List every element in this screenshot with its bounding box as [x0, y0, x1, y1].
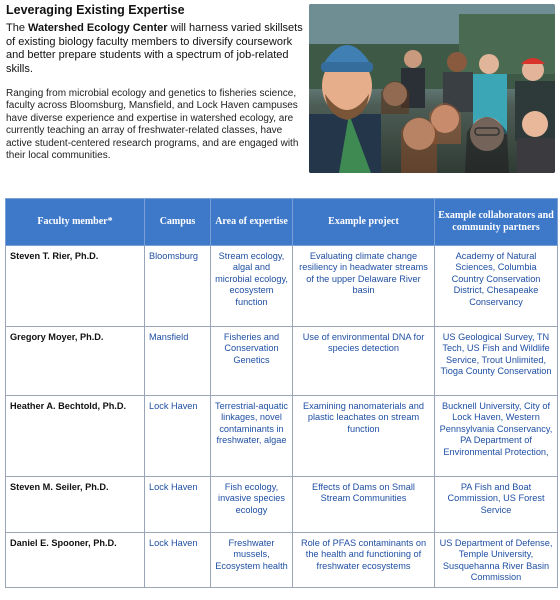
table-row — [6, 396, 558, 477]
partners-cell: Academy of Natural Sciences, Columbia Country Conservation District, Chesapeake Conservancy — [435, 246, 558, 327]
faculty-name: Heather A. Bechtold, Ph.D. — [6, 396, 145, 477]
table-row — [6, 477, 558, 533]
header-example-project: Example project — [293, 199, 435, 246]
expertise-paragraph: Ranging from microbial ecology and genetics to fisheries science, faculty across Bloomsburg, Mansfield, and Lock Haven campuses have diverse experience and expertise in watershed ecology, are currently teaching an array of freshwater-related classes, have active student-centered research programs, and are engaged with their local communities. — [6, 88, 299, 162]
header-area-of-expertise: Area of expertise — [211, 199, 293, 246]
faculty-table — [5, 198, 558, 588]
campus-cell: Lock Haven — [145, 396, 211, 477]
team-photo-illustration — [309, 4, 555, 173]
faculty-name: Daniel E. Spooner, Ph.D. — [6, 533, 145, 588]
campus-cell: Lock Haven — [145, 477, 211, 533]
expertise-cell: Terrestrial-aquatic linkages, novel contaminants in freshwater, algae — [211, 396, 293, 477]
team-photo — [309, 4, 555, 173]
expertise-cell: Fisheries and Conservation Genetics — [211, 327, 293, 396]
table-row — [6, 246, 558, 327]
project-cell: Examining nanomaterials and plastic leachates on stream function — [293, 396, 435, 477]
table-row — [6, 327, 558, 396]
table-row — [6, 533, 558, 588]
center-name: Watershed Ecology Center — [28, 22, 168, 34]
project-cell: Role of PFAS contaminants on the health and functioning of freshwater ecosystems — [293, 533, 435, 588]
expertise-cell: Stream ecology, algal and microbial ecology, ecosystem function — [211, 246, 293, 327]
project-cell: Effects of Dams on Small Stream Communities — [293, 477, 435, 533]
partners-cell: US Department of Defense, Temple University, Susquehanna River Basin Commission — [435, 533, 558, 588]
table-header-row — [6, 199, 558, 246]
partners-cell: Bucknell University, City of Lock Haven, Western Pennsylvania Conservancy, PA Department of Environmental Protection, — [435, 396, 558, 477]
intro-paragraph — [6, 22, 304, 76]
partners-cell: US Geological Survey, TN Tech, US Fish and Wildlife Service, Trout Unlimited, Tioga County Conservation — [435, 327, 558, 396]
campus-cell: Bloomsburg — [145, 246, 211, 327]
expertise-cell: Fish ecology, invasive species ecology — [211, 477, 293, 533]
campus-cell: Lock Haven — [145, 533, 211, 588]
header-campus: Campus — [145, 199, 211, 246]
campus-cell: Mansfield — [145, 327, 211, 396]
intro-text-start: The — [6, 22, 29, 34]
header-faculty-member: Faculty member* — [6, 199, 145, 246]
expertise-cell: Freshwater mussels, Ecosystem health — [211, 533, 293, 588]
project-cell: Evaluating climate change resiliency in headwater streams of the upper Delaware River basin — [293, 246, 435, 327]
faculty-name: Steven T. Rier, Ph.D. — [6, 246, 145, 327]
partners-cell: PA Fish and Boat Commission, US Forest Service — [435, 477, 558, 533]
header-collaborators: Example collaborators and community partners — [435, 199, 558, 246]
section-heading: Leveraging Existing Expertise — [6, 3, 185, 17]
intro-text-end: will harness varied skillsets of existing biology faculty members to diversify coursework and better prepare students with a spectrum of job-related skills. — [6, 22, 303, 75]
project-cell: Use of environmental DNA for species detection — [293, 327, 435, 396]
faculty-name: Gregory Moyer, Ph.D. — [6, 327, 145, 396]
faculty-name: Steven M. Seiler, Ph.D. — [6, 477, 145, 533]
